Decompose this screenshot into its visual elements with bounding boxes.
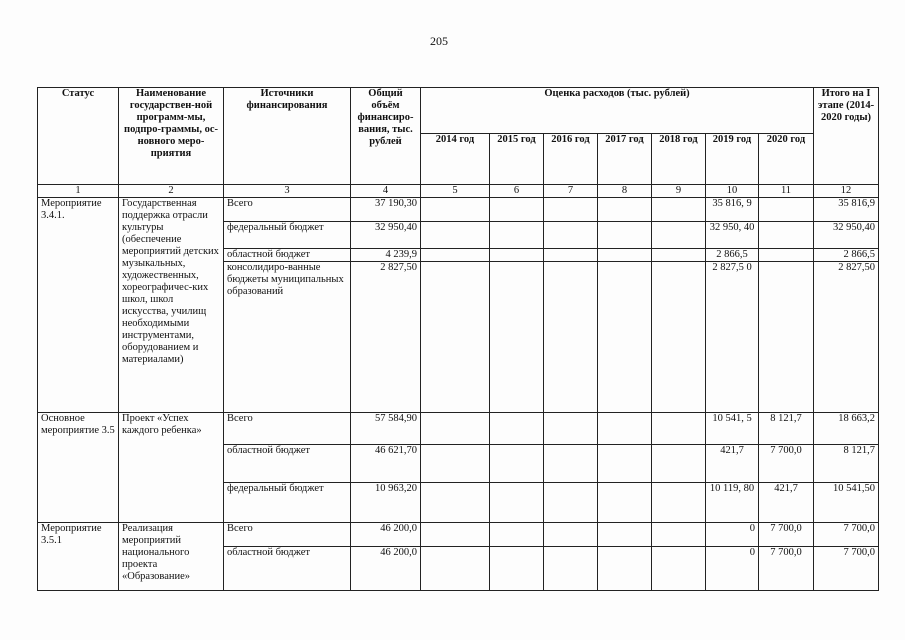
name-cell: Государственная поддержка отрасли культуры (обеспечение мероприятий детских музыкальных, художественных, хореографичес-ких школ, школ искусства, училищ необходимыми инструментами, оборудованием и материалами) — [119, 198, 224, 413]
stage-total-cell: 32 950,40 — [814, 222, 879, 249]
source-cell: областной бюджет — [224, 547, 351, 591]
column-number: 10 — [706, 185, 759, 198]
column-number: 2 — [119, 185, 224, 198]
header-row — [38, 88, 879, 134]
y2019-cell: 421,7 — [706, 445, 759, 483]
column-number: 6 — [490, 185, 544, 198]
total-cell: 37 190,30 — [351, 198, 421, 222]
source-cell: Всего — [224, 198, 351, 222]
stage-total-cell: 8 121,7 — [814, 445, 879, 483]
header-estimate: Оценка расходов (тыс. рублей) — [421, 88, 814, 134]
total-cell: 46 621,70 — [351, 445, 421, 483]
header-year: 2020 год — [759, 134, 814, 185]
stage-total-cell: 7 700,0 — [814, 523, 879, 547]
header-total: Общий объём финансиро-вания, тыс. рублей — [351, 88, 421, 185]
y2020-cell: 7 700,0 — [759, 523, 814, 547]
source-cell: областной бюджет — [224, 249, 351, 262]
y2020-cell: 7 700,0 — [759, 547, 814, 591]
source-cell: консолидиро-ванные бюджеты муниципальных образований — [224, 262, 351, 413]
header-year: 2019 год — [706, 134, 759, 185]
column-number: 5 — [421, 185, 490, 198]
header-year: 2016 год — [544, 134, 598, 185]
y2020-cell: 8 121,7 — [759, 413, 814, 445]
total-cell: 57 584,90 — [351, 413, 421, 445]
header-status: Статус — [38, 88, 119, 185]
source-cell: Всего — [224, 523, 351, 547]
total-cell: 46 200,0 — [351, 547, 421, 591]
table-row — [38, 198, 879, 222]
status-cell: Мероприятие 3.5.1 — [38, 523, 119, 591]
y2020-cell — [759, 249, 814, 262]
y2019-cell: 2 827,5 0 — [706, 262, 759, 413]
y2019-cell: 10 541, 5 — [706, 413, 759, 445]
source-cell: Всего — [224, 413, 351, 445]
y2019-cell: 2 866,5 — [706, 249, 759, 262]
total-cell: 10 963,20 — [351, 483, 421, 523]
y2019-cell: 0 — [706, 523, 759, 547]
y2019-cell: 32 950, 40 — [706, 222, 759, 249]
column-number: 1 — [38, 185, 119, 198]
total-cell: 32 950,40 — [351, 222, 421, 249]
column-number: 11 — [759, 185, 814, 198]
header-name: Наименование государствен-ной программ-мы, подпро-граммы, ос-новного меро-приятия — [119, 88, 224, 185]
column-number: 4 — [351, 185, 421, 198]
y2019-cell: 35 816, 9 — [706, 198, 759, 222]
y2019-cell: 10 119, 80 — [706, 483, 759, 523]
column-number: 8 — [598, 185, 652, 198]
total-cell: 4 239,9 — [351, 249, 421, 262]
column-number: 9 — [652, 185, 706, 198]
column-number: 3 — [224, 185, 351, 198]
source-cell: федеральный бюджет — [224, 483, 351, 523]
total-cell: 46 200,0 — [351, 523, 421, 547]
table-row — [38, 523, 879, 547]
header-sources: Источники финансирования — [224, 88, 351, 185]
y2020-cell — [759, 262, 814, 413]
header-year: 2018 год — [652, 134, 706, 185]
header-stage-total: Итого на I этапе (2014-2020 годы) — [814, 88, 879, 185]
y2020-cell — [759, 198, 814, 222]
stage-total-cell: 18 663,2 — [814, 413, 879, 445]
header-year: 2014 год — [421, 134, 490, 185]
total-cell: 2 827,50 — [351, 262, 421, 413]
column-number-row — [38, 185, 879, 198]
header-year: 2015 год — [490, 134, 544, 185]
y2020-cell: 421,7 — [759, 483, 814, 523]
name-cell: Реализация мероприятий национального проекта «Образование» — [119, 523, 224, 591]
stage-total-cell: 7 700,0 — [814, 547, 879, 591]
stage-total-cell: 10 541,50 — [814, 483, 879, 523]
page-number: 205 — [430, 34, 448, 48]
status-cell: Мероприятие 3.4.1. — [38, 198, 119, 413]
table-row — [38, 413, 879, 445]
y2020-cell — [759, 222, 814, 249]
status-cell: Основное мероприятие 3.5 — [38, 413, 119, 523]
y2020-cell: 7 700,0 — [759, 445, 814, 483]
header-year: 2017 год — [598, 134, 652, 185]
budget-table — [37, 87, 879, 591]
y2019-cell: 0 — [706, 547, 759, 591]
source-cell: областной бюджет — [224, 445, 351, 483]
column-number: 7 — [544, 185, 598, 198]
stage-total-cell: 2 866,5 — [814, 249, 879, 262]
source-cell: федеральный бюджет — [224, 222, 351, 249]
name-cell: Проект «Успех каждого ребенка» — [119, 413, 224, 523]
stage-total-cell: 35 816,9 — [814, 198, 879, 222]
column-number: 12 — [814, 185, 879, 198]
stage-total-cell: 2 827,50 — [814, 262, 879, 413]
